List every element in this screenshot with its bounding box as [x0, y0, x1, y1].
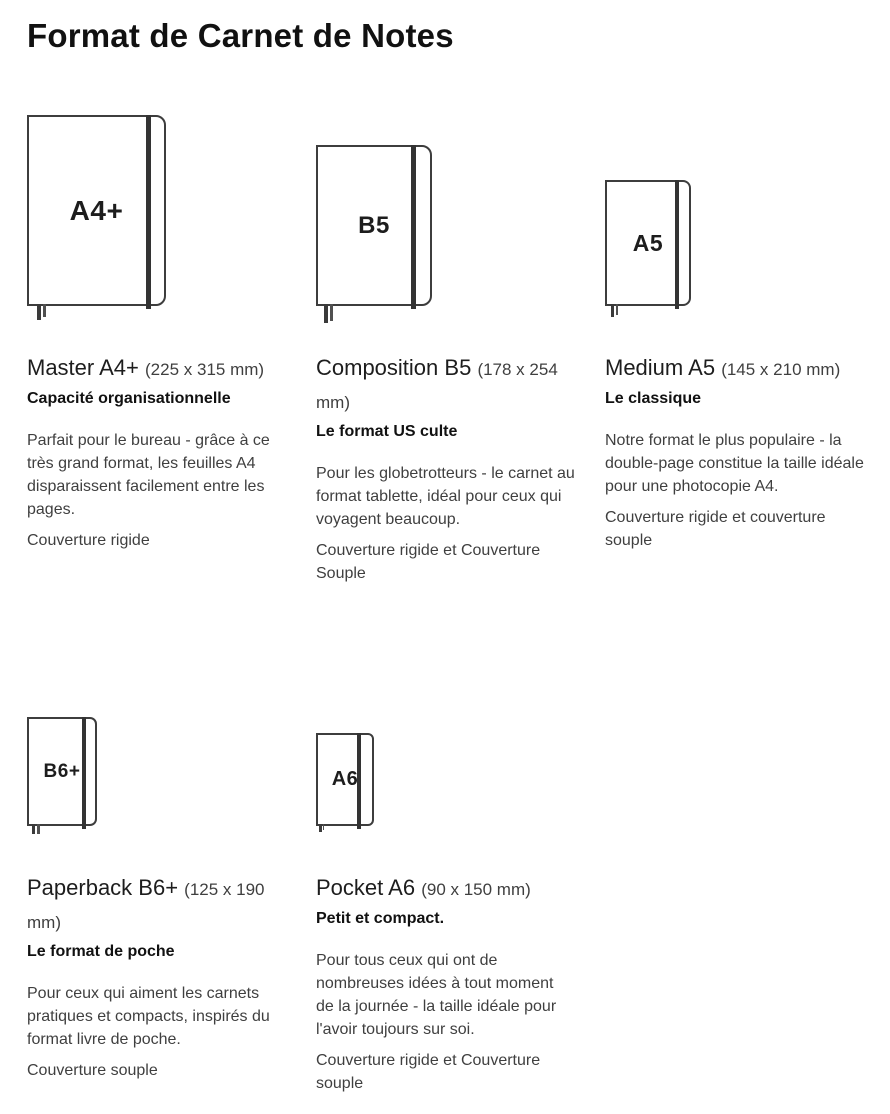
format-subtitle: Petit et compact. — [316, 910, 445, 927]
format-cover-options: Couverture rigide et Couverture Souple — [316, 542, 541, 582]
format-name: Composition B5 — [316, 355, 472, 380]
notebook-figure — [27, 580, 287, 826]
formats-row-top — [27, 60, 865, 585]
format-cover-options: Couverture rigide et couverture souple — [605, 509, 826, 549]
format-dimensions: (225 x 315 mm) — [145, 360, 265, 379]
notebook-size-label: B6+ — [43, 760, 81, 782]
format-dimensions: (178 x 254 mm) — [316, 360, 558, 412]
format-dimensions: (90 x 150 mm) — [421, 880, 531, 899]
notebook-size-label: A6 — [331, 768, 359, 790]
format-subtitle: Le format US culte — [316, 423, 458, 440]
notebook-size-label: A4+ — [69, 194, 124, 226]
format-subtitle: Capacité organisationnelle — [27, 390, 231, 407]
format-subtitle: Le format de poche — [27, 943, 175, 960]
format-dimensions: (145 x 210 mm) — [721, 360, 841, 379]
notebook-figure — [316, 580, 576, 826]
format-name: Master A4+ — [27, 355, 139, 380]
format-description: Parfait pour le bureau - grâce à ce très grand format, les feuilles A4 disparaissent facilement entre les pages. — [27, 432, 270, 518]
notebook-size-label: A5 — [632, 229, 664, 256]
format-description: Pour les globetrotteurs - le carnet au format tablette, idéal pour ceux qui voyagent beaucoup. — [316, 465, 575, 528]
format-title — [27, 352, 287, 385]
bookmark-ribbon — [37, 824, 40, 834]
format-cover-options: Couverture souple — [27, 1062, 158, 1079]
notebook-illustration-a4plus — [27, 115, 166, 306]
format-dimensions: (125 x 190 mm) — [27, 880, 265, 932]
notebook-illustration-a5 — [605, 180, 691, 306]
notebook-size-label: B5 — [358, 211, 390, 239]
page-title: Format de Carnet de Notes — [27, 17, 454, 54]
format-subtitle: Le classique — [605, 390, 702, 407]
notebook-card-composition-b5 — [316, 60, 576, 585]
notebook-illustration-b5 — [316, 145, 432, 306]
notebook-illustration-b6plus — [27, 717, 97, 826]
format-title — [316, 872, 576, 905]
bookmark-ribbon — [319, 824, 322, 832]
notebook-illustration-a6 — [316, 733, 374, 826]
format-description: Notre format le plus populaire - la double-page constitue la taille idéale pour une photocopie A4. — [605, 432, 864, 495]
bookmark-ribbon — [324, 304, 328, 323]
notebook-card-pocket-a6 — [316, 580, 576, 1095]
format-name: Paperback B6+ — [27, 875, 179, 900]
format-title — [605, 352, 865, 385]
bookmark-ribbon — [611, 304, 614, 317]
format-title — [27, 872, 287, 938]
format-description: Pour tous ceux qui ont de nombreuses idées à tout moment de la journée - la taille idéale pour l'avoir toujours sur soi. — [316, 952, 557, 1038]
format-name: Medium A5 — [605, 355, 716, 380]
bookmark-ribbon — [32, 824, 35, 834]
bookmark-ribbon — [37, 304, 41, 320]
bookmark-ribbon — [43, 304, 46, 317]
format-name: Pocket A6 — [316, 875, 416, 900]
format-cover-options: Couverture rigide — [27, 532, 150, 549]
notebook-figure — [27, 60, 287, 306]
format-title — [316, 352, 576, 418]
notebook-figure — [316, 60, 576, 306]
formats-row-bottom — [27, 580, 576, 1095]
notebook-card-master-a4plus — [27, 60, 287, 585]
bookmark-ribbon — [323, 824, 325, 830]
notebook-card-paperback-b6plus — [27, 580, 287, 1095]
bookmark-ribbon — [616, 304, 619, 315]
notebook-figure — [605, 60, 865, 306]
format-cover-options: Couverture rigide et Couverture souple — [316, 1052, 541, 1092]
format-description: Pour ceux qui aiment les carnets pratiques et compacts, inspirés du format livre de poche. — [27, 985, 270, 1048]
bookmark-ribbon — [330, 304, 333, 321]
notebook-card-medium-a5 — [605, 60, 865, 585]
